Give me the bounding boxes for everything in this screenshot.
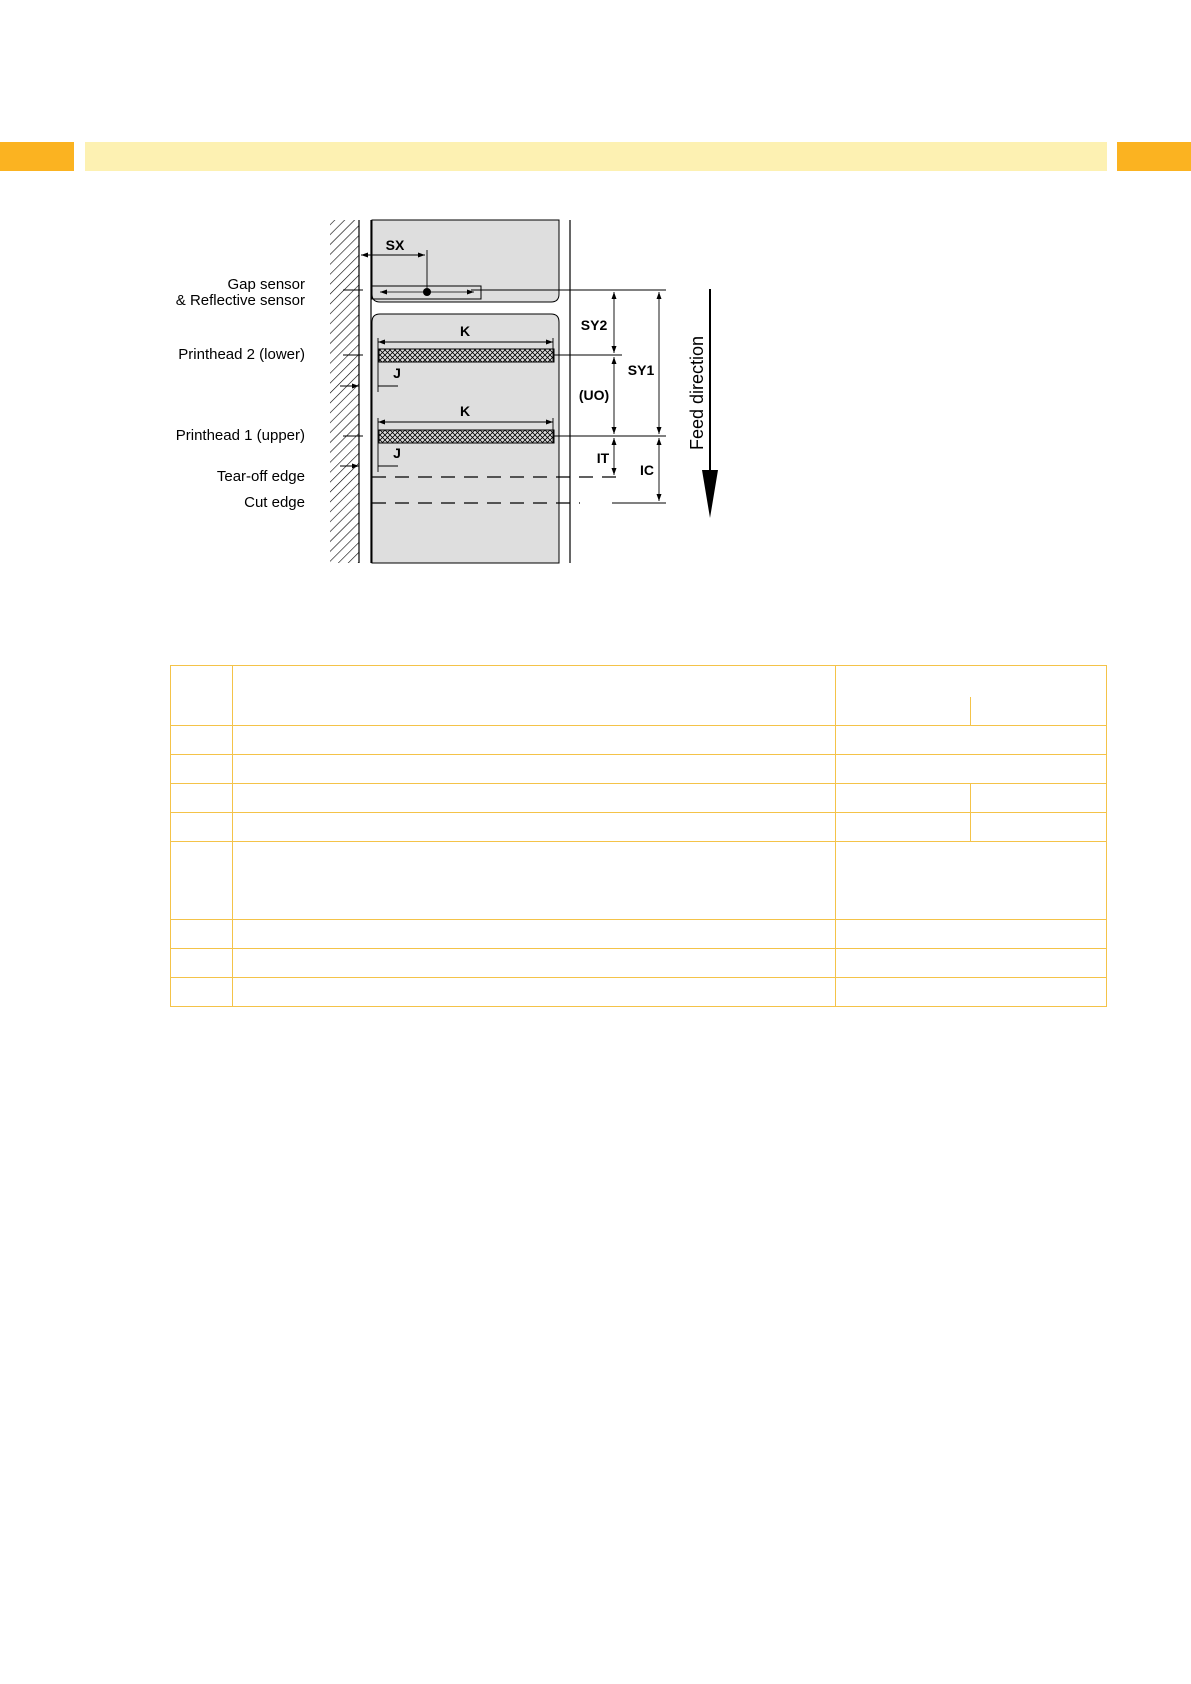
table-cell-value (836, 978, 1107, 1007)
dim-it: IT (596, 450, 610, 466)
table-cell-value-a (836, 813, 971, 842)
table-cell-description (233, 949, 836, 978)
label-cut-edge: Cut edge (244, 494, 305, 511)
dim-ic: IC (640, 462, 654, 478)
label-reflective-sensor: & Reflective sensor (175, 292, 305, 309)
table-cell-value-a (836, 666, 971, 726)
table-cell-value (836, 755, 1107, 784)
table-row (171, 726, 1107, 755)
dimensions-table (170, 665, 1107, 1007)
table-row (171, 920, 1107, 949)
feed-direction-label: Feed direction (687, 335, 707, 450)
table-cell-value (836, 842, 1107, 920)
table-cell-description (233, 920, 836, 949)
table-cell-value-a (836, 784, 971, 813)
dim-k-upper: K (459, 403, 471, 419)
table-cell-description (233, 755, 836, 784)
table-cell-value-b (971, 666, 1107, 726)
table-cell-index (171, 949, 233, 978)
sensor-dot (423, 288, 431, 296)
label-tear-off-edge: Tear-off edge (216, 468, 305, 485)
dim-sy1: SY1 (627, 362, 655, 378)
printhead-2-bar (379, 349, 554, 362)
table-cell-index (171, 666, 233, 726)
table-cell-description (233, 842, 836, 920)
table-cell-index (171, 842, 233, 920)
table-cell-description (233, 666, 836, 726)
side-wall (330, 220, 359, 563)
table-cell-index (171, 813, 233, 842)
table-row (171, 842, 1107, 920)
table-cell-description (233, 726, 836, 755)
dim-k-lower: K (459, 323, 471, 339)
label-printhead-2: Printhead 2 (lower) (178, 346, 305, 363)
table-cell-description (233, 978, 836, 1007)
table-row (171, 784, 1107, 813)
table-cell-index (171, 726, 233, 755)
table-cell-value (836, 726, 1107, 755)
dim-sy2: SY2 (580, 317, 608, 333)
table-cell-index (171, 755, 233, 784)
table-cell-value-b (971, 813, 1107, 842)
table-cell-index (171, 978, 233, 1007)
table-row (171, 755, 1107, 784)
table-row (171, 666, 1107, 726)
table-cell-index (171, 784, 233, 813)
label-dimensions-diagram (0, 0, 1191, 620)
label-printhead-1: Printhead 1 (upper) (175, 427, 305, 444)
dim-sx: SX (385, 237, 405, 253)
table-row (171, 949, 1107, 978)
dim-uo: (UO) (578, 387, 610, 403)
table-cell-value-b (971, 784, 1107, 813)
table-cell-description (233, 784, 836, 813)
label-gap-sensor: Gap sensor (227, 276, 305, 293)
header-partial-divider (970, 697, 971, 725)
table-cell-value (836, 949, 1107, 978)
dim-j-lower: J (393, 365, 401, 381)
dim-j-upper: J (393, 445, 401, 461)
table-row (171, 978, 1107, 1007)
table-cell-index (171, 920, 233, 949)
printhead-1-bar (379, 430, 554, 443)
table-cell-description (233, 813, 836, 842)
table-cell-value (836, 920, 1107, 949)
table-row (171, 813, 1107, 842)
